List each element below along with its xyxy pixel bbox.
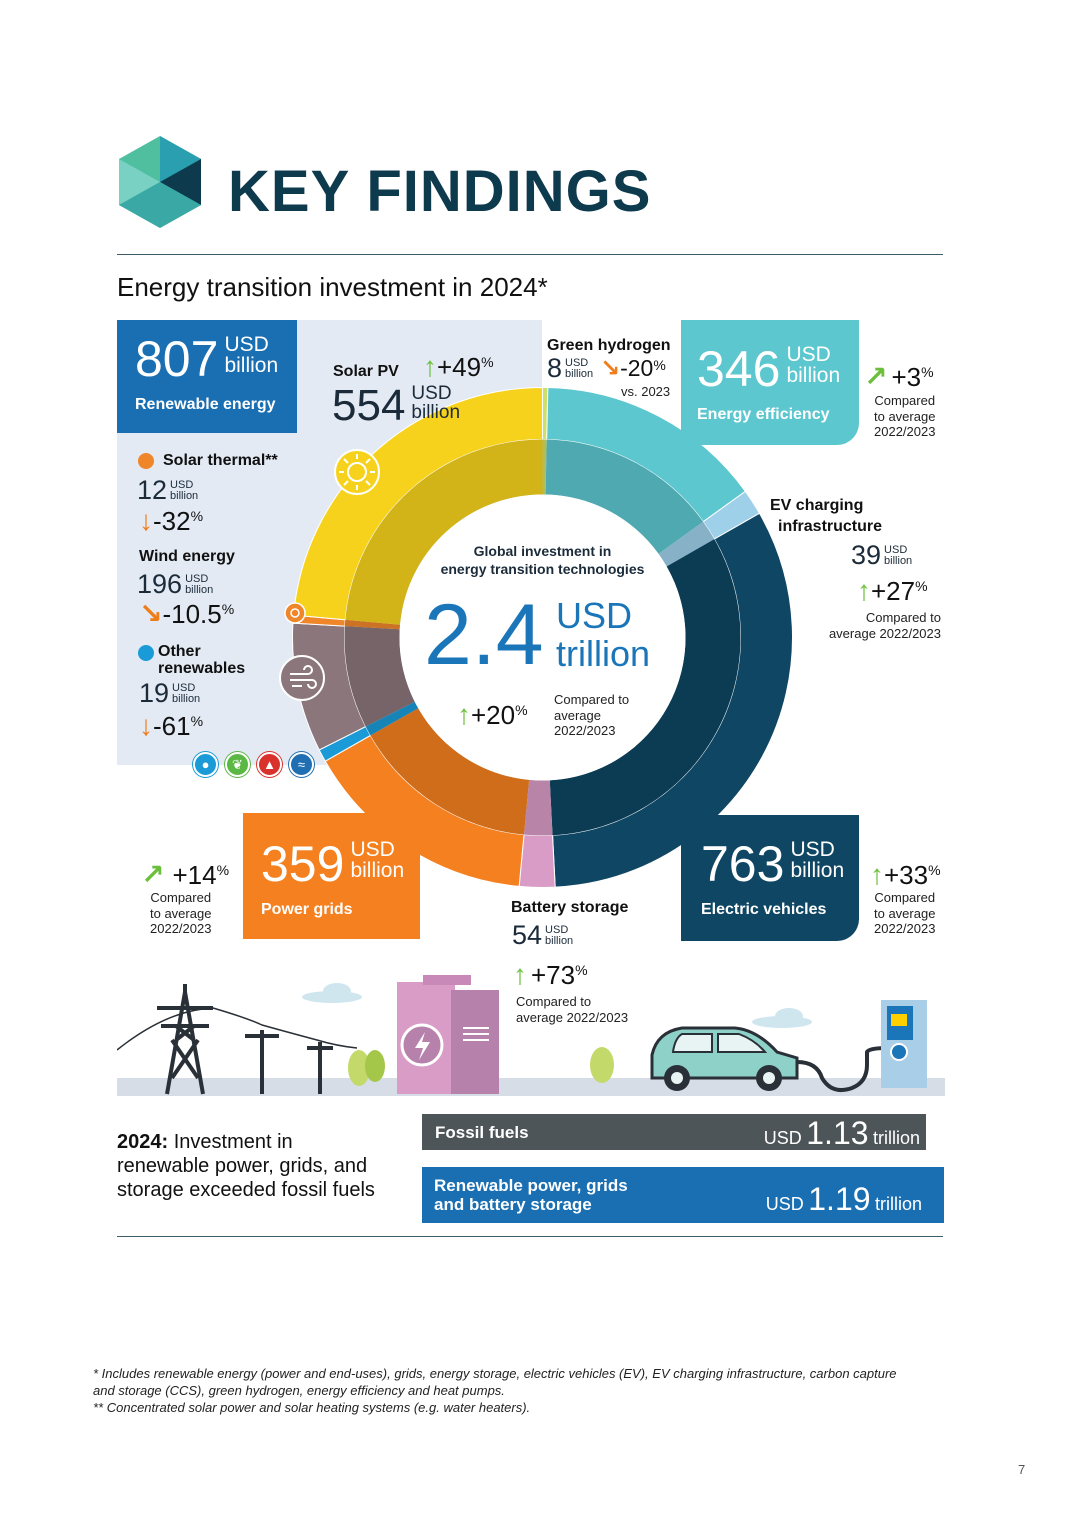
battery-label: Battery storage xyxy=(511,899,629,916)
efficiency-change: ↗ +3% xyxy=(864,361,934,392)
solar-pv-label: Solar PV xyxy=(333,363,399,380)
renewables-bar-value: USD 1.19 trillion xyxy=(765,1181,922,1217)
cloud-icon xyxy=(302,983,812,1028)
power-pylon-icon xyxy=(157,984,213,1094)
solar-thermal-label: Solar thermal** xyxy=(163,452,278,469)
center-value: 2.4 xyxy=(424,587,544,683)
up-right-arrow-icon: ↗ xyxy=(141,859,165,890)
other-renewables-label: Other renewables xyxy=(158,643,246,677)
ev-charging-label: EV charging infrastructure xyxy=(770,497,883,535)
ev-label: Electric vehicles xyxy=(701,901,827,918)
ocean-icon: ≈ xyxy=(289,752,314,777)
ev-charging-compare: Compared to average 2022/2023 xyxy=(828,610,941,641)
down-arrow-icon: ↓ xyxy=(139,710,153,741)
down-arrow-icon: ↓ xyxy=(139,505,153,536)
battery-change: ↑ +73% xyxy=(513,959,588,990)
center-unit-line2: trillion xyxy=(556,632,651,674)
power-grids-box: 359 USD billion Power grids xyxy=(243,813,420,939)
center-label xyxy=(430,543,655,578)
battery-value: 54 USD billion xyxy=(512,920,574,950)
renewable-energy-box: 807 USD billion Renewable energy xyxy=(117,320,297,433)
fossil-value: USD 1.13 trillion xyxy=(763,1115,920,1151)
grids-compare: Compared to average 2022/2023 xyxy=(150,890,212,937)
hydrogen-label: Green hydrogen xyxy=(547,337,671,354)
grids-change: ↗ +14% xyxy=(141,859,230,890)
ev-compare: Compared to average 2022/2023 xyxy=(874,890,936,937)
center-change-value: +20 xyxy=(471,700,516,730)
geothermal-icon: ▲ xyxy=(257,752,282,777)
fossil-label: Fossil fuels xyxy=(435,1123,529,1142)
battery-storage-icon xyxy=(397,975,499,1094)
other-renewables-dot xyxy=(138,645,154,661)
solar-pv-value: 554 USD billion xyxy=(332,381,461,430)
center-unit xyxy=(556,597,650,673)
ev-charging-value: 39 USD billion xyxy=(851,540,913,570)
hydrogen-compare: vs. 2023 xyxy=(621,384,671,399)
down-right-arrow-icon: ↘ xyxy=(139,598,163,629)
hydrogen-change: ↘-20% xyxy=(600,355,666,382)
renewables-bar xyxy=(422,1167,944,1223)
up-arrow-icon: ↑ xyxy=(857,575,871,606)
other-renewables-value: 19 USD billion xyxy=(139,678,201,708)
efficiency-label: Energy efficiency xyxy=(697,406,830,423)
logo-hexagon-icon xyxy=(117,134,203,230)
energy-efficiency-box: 346 USD billion Energy efficiency xyxy=(681,320,859,445)
page-title: KEY FINDINGS xyxy=(228,159,652,224)
center-label-line2: energy transition technologies xyxy=(440,560,645,577)
solar-thermal-dot xyxy=(138,453,154,469)
solar-pv-change: ↑+49% xyxy=(423,351,494,382)
renewables-bar-label: Renewable power, grids and battery storage xyxy=(434,1176,628,1214)
wind-change: ↘-10.5% xyxy=(139,598,235,629)
ev-charger-icon xyxy=(797,1000,927,1090)
solar-thermal-change: ↓-32% xyxy=(139,505,204,536)
page-subtitle: Energy transition investment in 2024* xyxy=(117,272,548,302)
ev-value: 763 xyxy=(701,836,785,892)
up-arrow-icon: ↑ xyxy=(870,859,884,890)
efficiency-value: 346 xyxy=(697,341,781,397)
wind-value: 196 USD billion xyxy=(137,569,214,599)
electric-vehicles-box: 763 USD billion Electric vehicles xyxy=(681,815,859,941)
center-label-line1: Global investment in xyxy=(473,543,612,559)
battery-compare: Compared to average 2022/2023 xyxy=(516,994,629,1025)
center-change: ↑+20% xyxy=(457,699,528,730)
renewable-label: Renewable energy xyxy=(135,396,276,413)
fossil-fuels-bar xyxy=(422,1114,926,1150)
wind-icon xyxy=(278,654,326,702)
footnote-1: * Includes renewable energy (power and end-uses), grids, energy storage, electric vehicles (EV), EV charging infrastructure, carbon capture xyxy=(93,1366,897,1381)
other-renewables-change: ↓-61% xyxy=(139,710,204,741)
wind-label: Wind energy xyxy=(139,548,235,565)
ev-change: ↑+33% xyxy=(870,859,941,890)
down-right-arrow-icon: ↘ xyxy=(600,355,621,382)
landscape-illustration xyxy=(117,970,945,1100)
header-divider xyxy=(117,254,943,255)
grids-label: Power grids xyxy=(261,901,353,918)
up-arrow-icon: ↑ xyxy=(423,351,437,382)
up-right-arrow-icon: ↗ xyxy=(864,361,888,392)
footer-divider xyxy=(117,1236,943,1237)
center-compare: Compared to average 2022/2023 xyxy=(554,692,630,739)
sun-icon xyxy=(333,448,381,496)
hydro-icon: ● xyxy=(193,752,218,777)
page-number: 7 xyxy=(1018,1462,1026,1477)
up-arrow-icon: ↑ xyxy=(513,959,527,990)
renewable-value: 807 xyxy=(135,331,219,387)
center-unit-line1: USD xyxy=(556,595,633,636)
comparison-text: 2024: Investment in renewable power, grids, and storage exceeded fossil fuels xyxy=(117,1131,375,1201)
bioenergy-icon: ❦ xyxy=(225,752,250,777)
footnote-1-cont: and storage (CCS), green hydrogen, energy efficiency and heat pumps. xyxy=(93,1383,505,1398)
footnote-2: ** Concentrated solar power and solar heating systems (e.g. water heaters). xyxy=(93,1400,531,1415)
solar-thermal-icon xyxy=(284,602,306,624)
up-arrow-icon: ↑ xyxy=(457,699,471,730)
ev-charging-change: ↑+27% xyxy=(857,575,928,606)
solar-thermal-value: 12 USD billion xyxy=(137,475,199,505)
donut-slice-battery-storage xyxy=(519,835,555,888)
efficiency-compare: Compared to average 2022/2023 xyxy=(874,393,936,440)
grids-value: 359 xyxy=(261,836,345,892)
hydrogen-value: 8 USD billion xyxy=(547,353,594,383)
